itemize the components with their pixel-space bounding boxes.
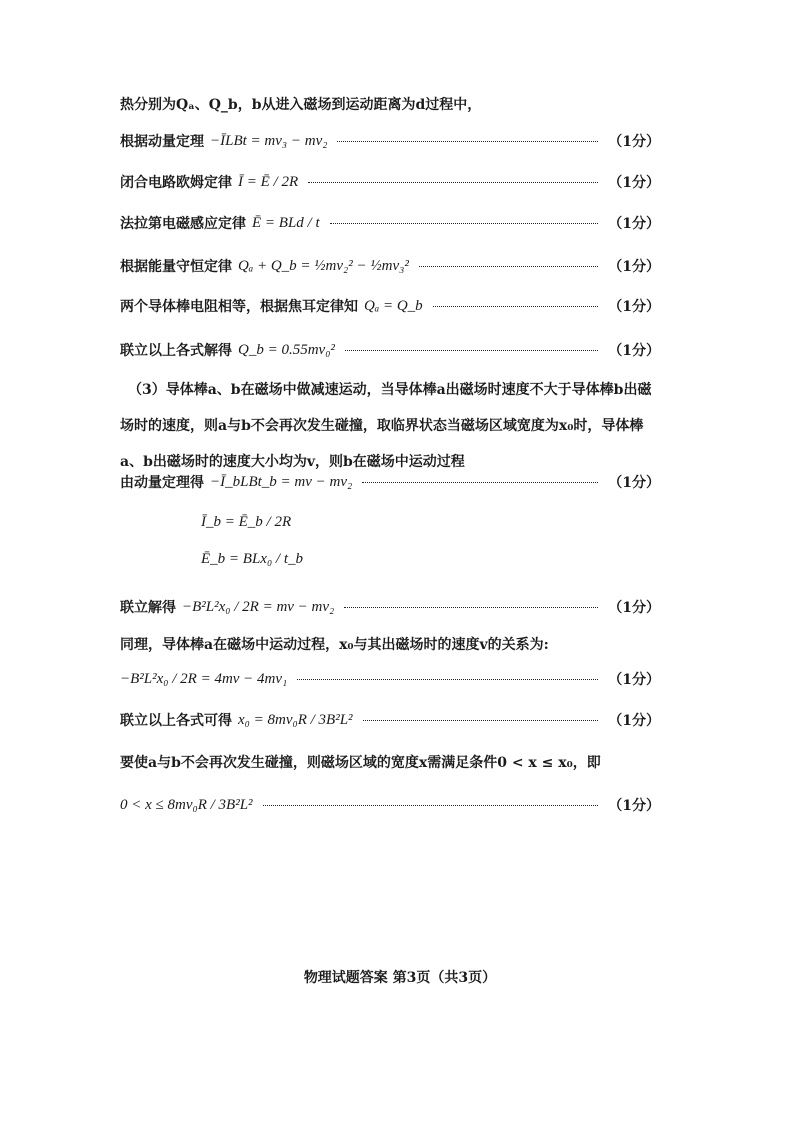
ohm-law-line [120,172,660,192]
dot-leader [433,305,599,307]
score: （1分） [608,259,660,275]
similarly-line [120,634,660,654]
score: （1分） [608,600,660,616]
part3-momentum-label: 由动量定理得 [120,475,204,491]
ohm-law-formula: Ī = Ē / 2R [238,173,299,190]
momentum-theorem-label: 根据动量定理 [120,134,204,150]
x0-result-line [120,710,660,730]
score: （1分） [608,134,660,150]
dot-leader [344,606,598,608]
rod-a-formula: −B²L²x₀ / 2R = 4mv − 4mv₁ [120,670,288,687]
dot-leader [263,804,599,806]
x0-result-formula: x₀ = 8mv₀R / 3B²L² [238,711,353,728]
solve-label: 联立解得 [120,600,176,616]
energy-conservation-line [120,256,660,276]
score: （1分） [608,175,660,191]
score: （1分） [608,299,660,315]
ohm-law-label: 闭合电路欧姆定律 [120,175,232,191]
solve-line [120,597,660,617]
joule-law-line [120,296,660,316]
dot-leader [308,181,598,183]
condition-text: 要使a与b不会再次发生碰撞，则磁场区域的宽度x需满足条件0 < x ≤ x₀，即 [120,755,601,771]
current-b-formula: Ī_b = Ē_b / 2R [201,514,292,530]
dot-leader [297,678,598,680]
emf-b-line [195,551,495,568]
energy-conservation-formula: Qₐ + Q_b = ½mv₂² − ½mv₃² [238,257,409,274]
intro-text: 热分别为Qₐ、Q_b，b从进入磁场到运动距离为d过程中， [120,97,482,113]
final-answer-line [120,795,660,815]
dot-leader [330,222,599,224]
qb-result-line [120,340,660,360]
page-footer: 物理试题答案 第3页（共3页） [303,970,497,986]
score: （1分） [608,475,660,491]
momentum-theorem-line [120,131,660,151]
score: （1分） [608,216,660,232]
solve-formula: −B²L²x₀ / 2R = mv − mv₂ [182,598,335,615]
joule-law-formula: Qₐ = Q_b [364,297,423,314]
emf-b-formula: Ē_b = BLx₀ / t_b [201,551,303,567]
faraday-law-formula: Ē = BLd / t [252,214,320,231]
x0-result-label: 联立以上各式可得 [120,713,232,729]
similarly-text: 同理，导体棒a在磁场中运动过程，x₀与其出磁场时的速度v的关系为: [120,637,549,653]
dot-leader [363,719,599,721]
qb-result-label: 联立以上各式解得 [120,343,232,359]
part3-momentum-formula: −Ī_bLBt_b = mv − mv₂ [210,473,353,490]
momentum-theorem-formula: −ĪLBt = mv₃ − mv₂ [210,132,328,149]
dot-leader [419,265,598,267]
score: （1分） [608,343,660,359]
dot-leader [345,349,598,351]
rod-a-line [120,669,660,689]
score: （1分） [608,798,660,814]
part3-paragraph: （3）导体棒a、b在磁场中做减速运动，当导体棒a出磁场时速度不大于导体棒b出磁场时的速度，则a与b不会再次发生碰撞，取临界状态当磁场区域宽度为x₀时，导体棒a、b出磁场时的速度大小均为v，则b在磁场中运动过程 [120,382,652,470]
current-b-line [195,514,495,531]
score: （1分） [608,713,660,729]
score: （1分） [608,672,660,688]
condition-line [120,752,660,772]
faraday-law-label: 法拉第电磁感应定律 [120,216,246,232]
qb-result-formula: Q_b = 0.55mv₀² [238,341,335,358]
faraday-law-line [120,213,660,233]
dot-leader [362,481,598,483]
joule-law-label: 两个导体棒电阻相等，根据焦耳定律知 [120,299,358,315]
part3-momentum-line [120,472,660,492]
intro-line [120,94,660,114]
energy-conservation-label: 根据能量守恒定律 [120,259,232,275]
dot-leader [337,140,598,142]
final-answer-formula: 0 < x ≤ 8mv₀R / 3B²L² [120,796,253,813]
